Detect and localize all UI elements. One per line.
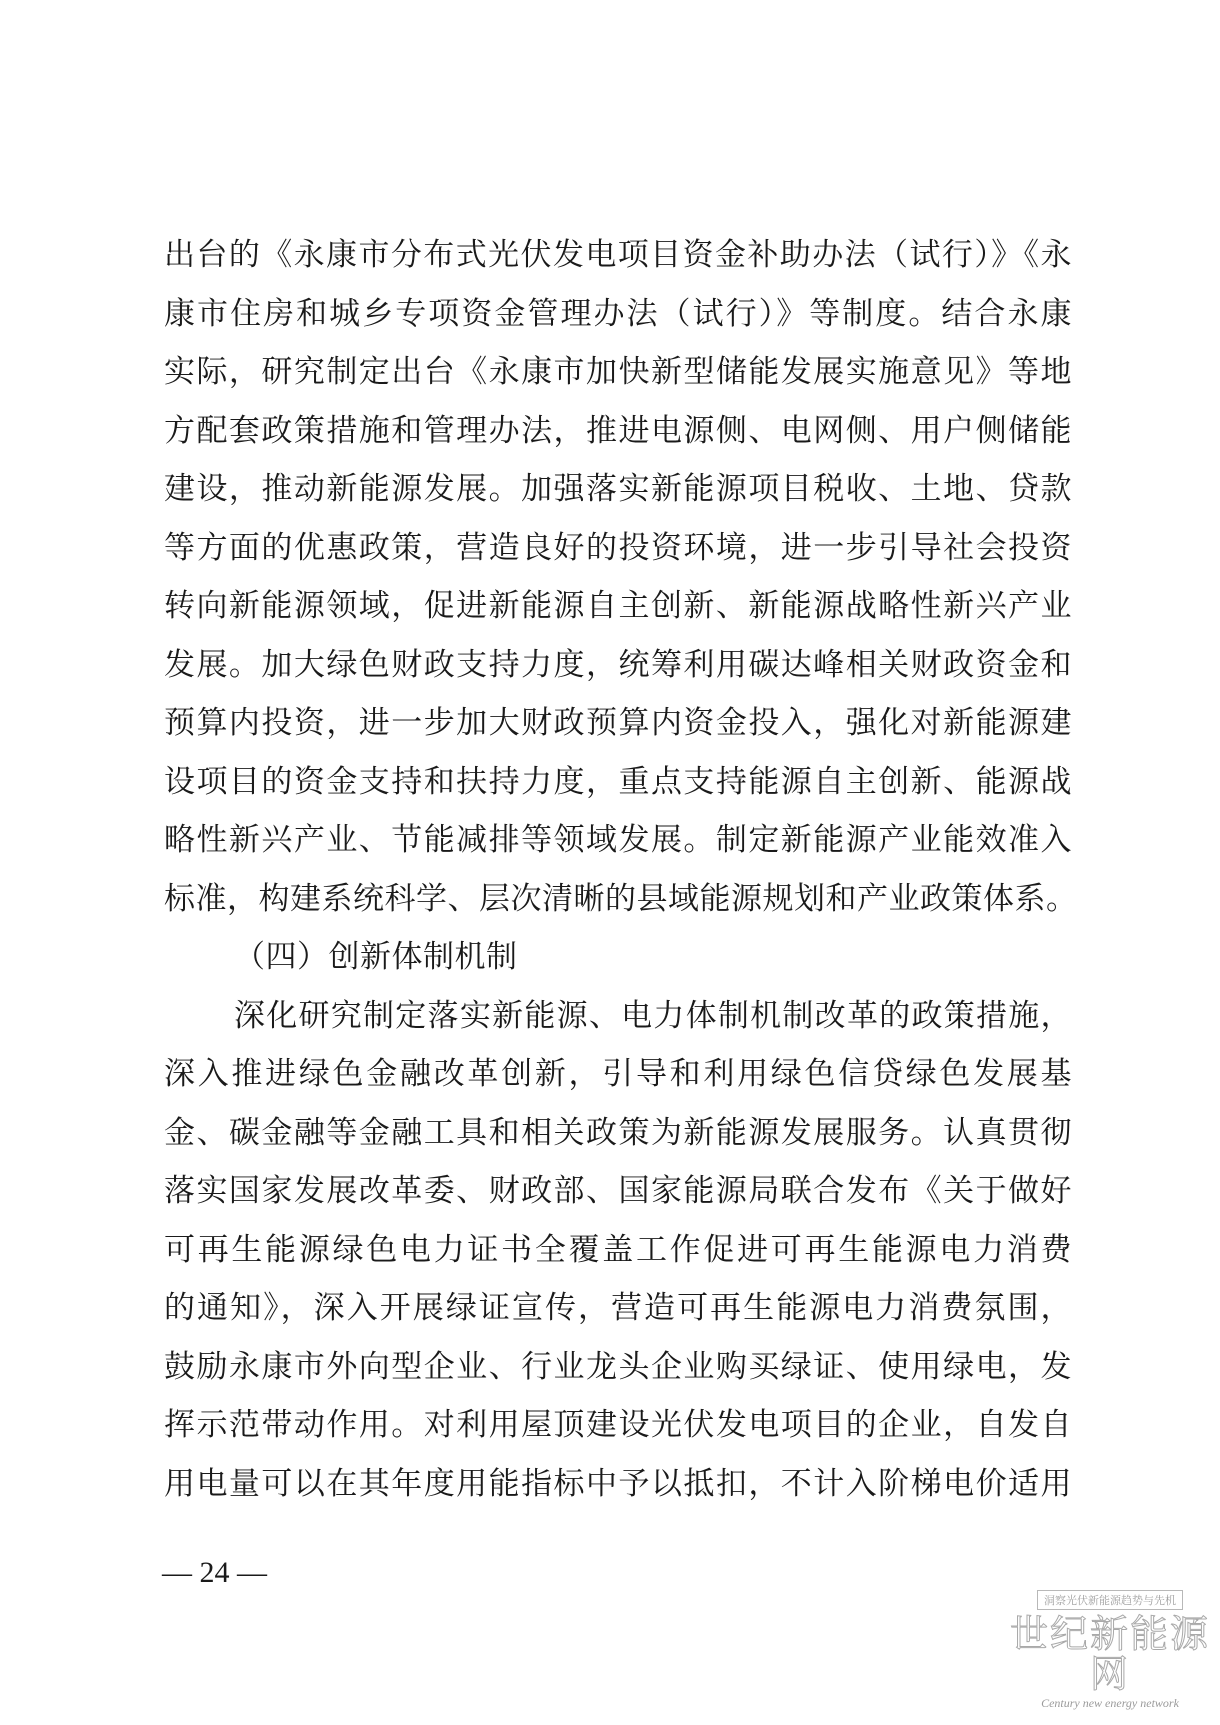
text-line: 深入推进绿色金融改革创新，引导和利用绿色信贷绿色发展基 — [164, 1056, 1072, 1092]
text-line: 转向新能源领域，促进新能源自主创新、新能源战略性新兴产业 — [164, 588, 1072, 624]
text-line: 略性新兴产业、节能减排等领域发展。制定新能源产业能效准入 — [164, 822, 1072, 858]
text-line: 设项目的资金支持和扶持力度，重点支持能源自主创新、能源战 — [164, 763, 1072, 800]
text-line: 可再生能源绿色电力证书全覆盖工作促进可再生能源电力消费 — [164, 1231, 1072, 1268]
text-line: 深化研究制定落实新能源、电力体制机制改革的政策措施， — [234, 997, 1072, 1034]
paragraph-institutional-innovation — [164, 987, 1072, 1514]
text-line: 鼓励永康市外向型企业、行业龙头企业购买绿证、使用绿电，发 — [164, 1348, 1072, 1385]
text-line: 发展。加大绿色财政支持力度，统筹利用碳达峰相关财政资金和 — [164, 646, 1072, 683]
watermark-tagline: 洞察光伏新能源趋势与先机 — [1037, 1590, 1183, 1610]
document-body — [164, 226, 1078, 1513]
section-heading: （四）创新体制机制 — [234, 939, 518, 975]
paragraph-policy-support — [164, 226, 1078, 928]
text-line: 实际，研究制定出台《永康市加快新型储能发展实施意见》等地 — [164, 354, 1072, 390]
text-line: 等方面的优惠政策，营造良好的投资环境，进一步引导社会投资 — [164, 529, 1072, 566]
watermark-subtitle: Century new energy network — [1041, 1696, 1179, 1710]
text-line: 出台的《永康市分布式光伏发电项目资金补助办法（试行）》《永 — [164, 237, 1072, 273]
text-line: 方配套政策措施和管理办法，推进电源侧、电网侧、用户侧储能 — [164, 412, 1072, 449]
text-line: 落实国家发展改革委、财政部、国家能源局联合发布《关于做好 — [164, 1173, 1072, 1209]
text-line: 挥示范带动作用。对利用屋顶建设光伏发电项目的企业，自发自 — [164, 1407, 1072, 1443]
watermark-logo — [1010, 1589, 1210, 1711]
text-line: 预算内投资，进一步加大财政预算内资金投入，强化对新能源建 — [164, 705, 1072, 741]
text-line: 用电量可以在其年度用能指标中予以抵扣，不计入阶梯电价适用 — [164, 1465, 1072, 1502]
text-line: 标准，构建系统科学、层次清晰的县域能源规划和产业政策体系。 — [164, 880, 1078, 917]
text-line: 金、碳金融等金融工具和相关政策为新能源发展服务。认真贯彻 — [164, 1114, 1072, 1151]
text-line: 的通知》，深入开展绿证宣传，营造可再生能源电力消费氛围， — [164, 1290, 1072, 1326]
text-line: 康市住房和城乡专项资金管理办法（试行）》等制度。结合永康 — [164, 295, 1072, 332]
watermark-title: 世纪新能源网 — [1010, 1612, 1211, 1696]
text-line: 建设，推动新能源发展。加强落实新能源项目税收、土地、贷款 — [164, 471, 1072, 507]
page-number: — 24 — — [162, 1556, 267, 1589]
